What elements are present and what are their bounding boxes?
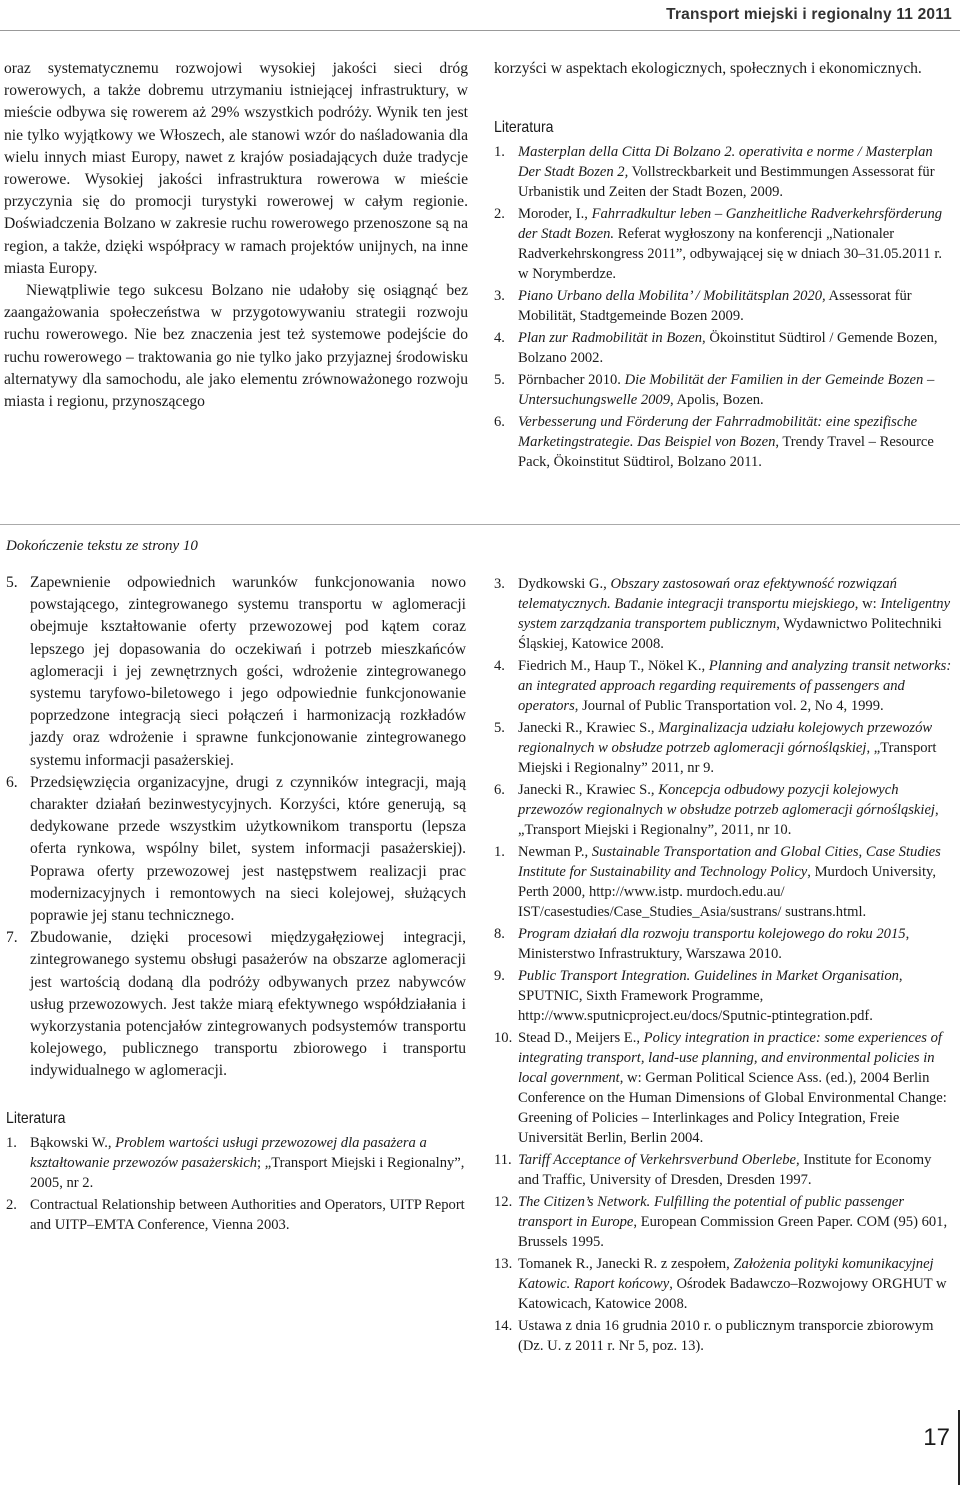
list-number: 6. (6, 773, 18, 791)
reference-text: , „Transport Miejski i Regionalny” 2011, nr 9. (518, 740, 937, 776)
reference-number: 10. (494, 1030, 513, 1046)
top-right-column (494, 58, 956, 474)
reference-title: Verbesserung und Förderung der Fahrradmobilität: eine spezifische Marketingstrategie. Das Beispiel von Bozen (518, 414, 918, 451)
reference-number: 3. (494, 288, 505, 305)
reference-item (494, 328, 956, 368)
reference-title: Die Mobilität der Familien in der Gemeinde Bozen – Untersuchungswelle 2009 (518, 372, 935, 409)
running-header: Transport miejski i regionalny 11 2011 (666, 6, 952, 23)
reference-text: , Ökoinstitut Südtirol / Gemende Bozen, Bolzano 2002. (518, 330, 938, 367)
reference-text: Referat wygłoszony na konferencji „Nationaler Radverkehrskongress 2011”, odbywającej się w dniach 30–31.05.2011 r. w Norymberdze. (518, 226, 943, 283)
reference-item (494, 204, 956, 284)
reference-text: , w: (854, 596, 881, 612)
reference-number: 12. (494, 1194, 513, 1210)
reference-text: Contractual Relationship between Authorities and Operators, UITP Report and UITP–EMTA Conference, Vienna 2003. (30, 1196, 465, 1233)
reference-item (494, 1028, 956, 1148)
reference-text: Assessorat für Mobilität, Stadtgemeinde Bozen 2009. (518, 288, 912, 325)
reference-title: Plan zur Radmobilität in Bozen (518, 330, 703, 347)
reference-number: 1. (6, 1134, 17, 1151)
reference-number: 1. (494, 844, 505, 860)
reference-text: Pörnbacher 2010. (518, 372, 625, 389)
reference-title: Marginalizacja udziału kolejowych przewozów regionalnych w obsłudze potrzeb aglomeracji górnośląskiej (518, 720, 933, 756)
reference-title: Obszary zastosowań oraz efektywność rozwiązań telematycznych. Badanie integracji transportu miejskiego (518, 576, 897, 612)
reference-text: Fiedrich M., Haup T., Nökel K., (518, 658, 709, 674)
reference-text: , Ministerstwo Infrastruktury, Warszawa 2010. (518, 926, 910, 962)
bottom-left-column (6, 572, 466, 1237)
reference-item (494, 924, 956, 964)
reference-number: 9. (494, 968, 505, 984)
reference-title: Problem wartości usługi przewozowej dla pasażera a kształtowanie przewozów pasażerskich (30, 1134, 427, 1171)
reference-number: 6. (494, 782, 505, 798)
reference-title: Public Transport Integration. Guidelines in Market Organisation (518, 968, 899, 984)
list-item (6, 572, 466, 772)
reference-title: Program działań dla rozwoju transportu kolejowego do roku 2015 (518, 926, 906, 942)
references-list (6, 1133, 466, 1235)
reference-title: Założenia polityki komunikacyjnej Katowic. Raport końcowy (518, 1256, 934, 1292)
reference-text: Stead D., Meijers E., (518, 1030, 644, 1046)
reference-title: Policy integration in practice: some experiences of integrating transport, land-use planning, and environmental policies in local government (518, 1030, 942, 1086)
reference-number: 14. (494, 1318, 513, 1334)
list-item (6, 772, 466, 927)
reference-item (494, 1316, 956, 1356)
list-text: Zbudowanie, dzięki procesowi międzygałęziowej integracji, zintegrowanego systemu obsługi pasażerów na obszarze aglomeracji jest wartością dodaną dla podróży odbywanych przez nabywców usług przewozowych. Jest także miarą efektywnego współdziałania i wykorzystania potencjałów zintegrowanych podsystemów transportu kolejowego, publicznego transportu zbiorowego i transportu indywidualnego w aglomeracji. (30, 929, 466, 1080)
reference-number: 2. (494, 206, 505, 223)
reference-number: 4. (494, 658, 505, 674)
bottom-right-column (494, 574, 956, 1358)
page-number: 17 (923, 1424, 950, 1451)
reference-text: Janecki R., Krawiec S., (518, 720, 659, 736)
references-list (494, 142, 956, 472)
list-item (6, 927, 466, 1082)
reference-item (6, 1133, 466, 1193)
reference-title: Inteligentny system zarządzania transportem publicznym (518, 596, 951, 632)
list-text: Przedsięwzięcia organizacyjne, drugi z czynników integracji, mają charakter działań bezinwestycyjnych. Korzyści, które generują, są dedykowane przede wszystkim użytkownikom transportu (lepsza oferta rynkowa, wspólny bilet, system informacji pasażerskiej). Poprawa oferty przewozowej jest następstwem realizacji prac modernizacyjnych i remontowych na sieci kolejowej, służących poprawie jej stanu technicznego. (30, 773, 466, 925)
numbered-list (6, 572, 466, 1083)
reference-title: Koncepcja odbudowy pozycji kolejowych przewozów regionalnych w obsłudze potrzeb aglomeracji górnośląskiej (518, 782, 935, 818)
list-text: Zapewnienie odpowiednich warunków funkcjonowania nowo powstającego, zintegrowanego systemu transportu w aglomeracji obejmuje kształtowanie oferty przewozowej pod kątem coraz lepszego jej dopasowania do oczekiwań i potrzeb mieszkańców aglomeracji i jej zewnętrznych gości, wdrożenie zintegrowanego systemu taryfowo-biletowego i jego odpowiednie funkcjonowanie poprzedzone integracją sieci połączeń i harmonizacją rozkładów jazdy oraz wdrożenie i sprawne funkcjonowanie zintegrowanego systemu informacji pasażerskiej. (30, 574, 466, 769)
reference-text: Newman P., (518, 844, 592, 860)
paragraph: korzyści w aspektach ekologicznych, społecznych i ekonomicznych. (494, 60, 922, 77)
references-heading: Literatura (6, 1109, 66, 1127)
reference-item (6, 1195, 466, 1235)
reference-title: Sustainable Transportation and Global Cities, Case Studies Institute for Sustainability and Technology Policy (518, 844, 941, 880)
reference-number: 2. (6, 1196, 17, 1213)
reference-item (494, 412, 956, 472)
reference-text: , Wydawnictwo Politechniki Śląskiej, Katowice 2008. (518, 616, 942, 652)
reference-item (494, 142, 956, 202)
reference-item (494, 574, 956, 654)
reference-number: 11. (494, 1152, 512, 1168)
reference-number: 6. (494, 414, 505, 431)
list-number: 5. (6, 574, 18, 591)
reference-title: The Citizen’s Network. Fulfilling the potential of public passenger transport in Europe (518, 1194, 905, 1230)
reference-item (494, 1192, 956, 1252)
list-number: 7. (6, 929, 18, 947)
reference-number: 4. (494, 330, 505, 347)
reference-number: 13. (494, 1256, 513, 1272)
reference-item (494, 842, 956, 922)
reference-item (494, 1254, 956, 1314)
reference-title: Planning and analyzing transit networks: an integrated approach regarding requirements of passengers and operators (518, 658, 952, 714)
reference-title: Tariff Acceptance of Verkehrsverbund Oberlebe (518, 1152, 797, 1168)
reference-title: Fahrradkultur leben – Ganzheitliche Radverkehrsförderung der Stadt Bozen. (518, 206, 943, 243)
top-left-column (4, 58, 468, 413)
reference-text: Janecki R., Krawiec S., (518, 782, 659, 798)
reference-item (494, 286, 956, 326)
references-list (494, 574, 956, 1356)
reference-number: 5. (494, 372, 505, 389)
reference-item (494, 370, 956, 410)
reference-item (494, 780, 956, 840)
reference-title: Piano Urbano della Mobilita’ / Mobilitätsplan 2020, (518, 288, 826, 305)
reference-text: , Trendy Travel – Resource Pack, Ökoinstitut Südtirol, Bolzano 2011. (518, 434, 934, 471)
reference-text: , „Transport Miejski i Regionalny”, 2011, nr 10. (518, 802, 939, 838)
reference-title: Masterplan della Citta Di Bolzano 2. operativita e norme / Masterplan Der Stadt Bozen 2, (518, 144, 933, 181)
paragraph: Niewątpliwie tego sukcesu Bolzano nie udałoby się osiągnąć bez zaangażowania społeczeństwa w przygotowywaniu strategii rozwoju ruchu rowerowego. Nie bez znaczenia jest też systemowe podejście do ruchu rowerowego – traktowania go nie tylko jako przyjaznej środowisku alternatywy dla samochodu, ale jako elementu zrównoważonego rozwoju miasta i regionu, przynoszącego (4, 282, 468, 411)
reference-text: , Ośrodek Badawczo–Rozwojowy ORGHUT w Katowicach, Katowice 2008. (518, 1276, 947, 1312)
reference-text: , SPUTNIC, Sixth Framework Programme, http://www.sputnicproject.eu/docs/Sputnic-ptintegration.pdf. (518, 968, 903, 1024)
reference-number: 5. (494, 720, 505, 736)
reference-text: ; „Transport Miejski i Regionalny”, 2005, nr 2. (30, 1154, 465, 1191)
reference-text: , Journal of Public Transportation vol. 2, No 4, 1999. (574, 698, 884, 714)
reference-text: , Institute for Economy and Traffic, University of Dresden, Dresden 1997. (518, 1152, 932, 1188)
reference-text: , Apolis, Bozen. (670, 392, 764, 409)
reference-number: 3. (494, 576, 505, 592)
references-heading: Literatura (494, 119, 554, 137)
reference-text: , w: German Political Science Ass. (ed.), 2004 Berlin Conference on the Human Dimensions of Global Environmental Change: Greening of Policies – Interlinkages and Policy Integration, Freie Universität Berlin, Berlin 2004. (518, 1070, 947, 1146)
reference-text: Tomanek R., Janecki R. z zespołem, (518, 1256, 734, 1272)
reference-number: 8. (494, 926, 505, 942)
reference-text: Bąkowski W., (30, 1134, 116, 1151)
reference-text: , Murdoch University, Perth 2000, http://www.istp. murdoch.edu.au/ IST/casestudies/Case_Studies_Asia/sustrans/ sustrans.html. (518, 864, 937, 920)
reference-item (494, 966, 956, 1026)
continuation-note: Dokończenie tekstu ze strony 10 (6, 538, 198, 554)
reference-text: Ustawa z dnia 16 grudnia 2010 r. o publicznym transporcie zbiorowym (Dz. U. z 2011 r. Nr 5, poz. 13). (518, 1318, 934, 1354)
reference-text: Moroder, I., (518, 206, 592, 223)
reference-text: , European Commission Green Paper. COM (95) 601, Brussels 1995. (518, 1214, 948, 1250)
header-rule (0, 30, 960, 31)
reference-text: Dydkowski G., (518, 576, 611, 592)
reference-text: Vollstreckbarkeit und Bestimmungen Assessorat für Urbanistik und Zeiten der Stadt Bozen, 2009. (518, 164, 935, 201)
reference-item (494, 656, 956, 716)
reference-item (494, 718, 956, 778)
reference-number: 1. (494, 144, 505, 161)
section-divider (0, 524, 960, 525)
reference-item (494, 1150, 956, 1190)
paragraph: oraz systematycznemu rozwojowi wysokiej jakości sieci dróg rowerowych, a także dobremu utrzymaniu istniejącej infrastruktury, w mieście odbywa się rowerem aż 29% wszystkich podróży. Wynik ten jest nie tylko wyjątkowy we Włoszech, ale stanowi wzór do naśladowania dla wielu innych miast Europy, nawet z krajów posiadających duże tradycje rowerowe. Wysokiej jakości infrastruktura rowerowa w mieście przyczynia się do promocji turystyki rowerowej w całym regionie. Doświadczenia Bolzano w zakresie ruchu rowerowego przenoszone są na region, a także, dzięki współpracy w ramach projektów unijnych, na inne miasta Europy. (4, 60, 468, 277)
